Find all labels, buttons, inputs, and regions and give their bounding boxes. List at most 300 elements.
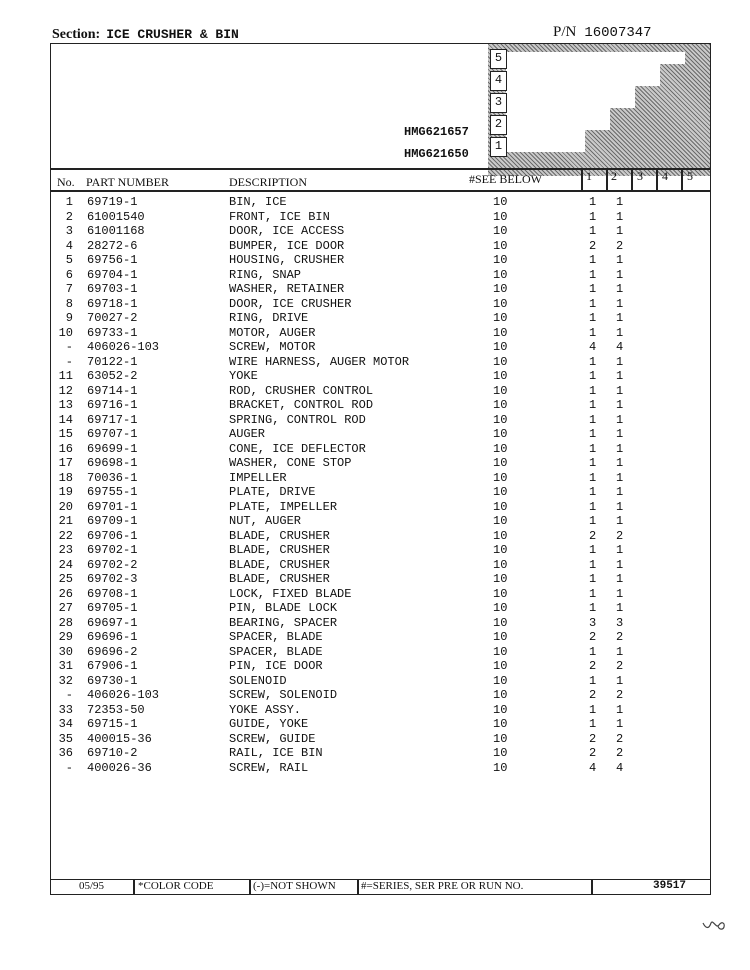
row-part-number: 69699-1 (87, 441, 138, 456)
row-qty-2: 2 (616, 731, 624, 746)
row-series-code: 10 (493, 615, 508, 630)
row-description: SCREW, RAIL (229, 760, 309, 775)
row-series-code: 10 (493, 630, 508, 644)
row-qty-2: 2 (616, 238, 624, 253)
row-description: RAIL, ICE BIN (229, 746, 323, 760)
row-part-number: 69698-1 (87, 456, 138, 470)
row-qty-2: 1 (616, 325, 624, 340)
run-col-rule-2 (631, 168, 633, 190)
row-qty-2: 1 (616, 673, 624, 688)
row-qty-2: 1 (616, 601, 624, 615)
table-row (51, 485, 710, 500)
row-no: 17 (58, 456, 73, 470)
footer-color-code: *COLOR CODE (138, 880, 214, 892)
table-row (51, 268, 710, 283)
row-series-code: 10 (493, 441, 508, 456)
row-qty-1: 1 (589, 441, 597, 456)
table-row (51, 703, 710, 718)
row-series-code: 10 (493, 470, 508, 485)
row-no: 32 (58, 673, 73, 688)
row-qty-2: 1 (616, 253, 624, 267)
row-no: 31 (58, 659, 73, 673)
table-row (51, 384, 710, 399)
part-number-header (553, 24, 652, 41)
row-qty-2: 1 (616, 572, 624, 586)
row-description: WASHER, RETAINER (229, 282, 345, 296)
row-no: 13 (58, 398, 73, 412)
run-col-rule-3 (656, 168, 658, 190)
row-description: BIN, ICE (229, 195, 287, 209)
row-part-number: 28272-6 (87, 238, 138, 253)
series-key-white-1 (506, 52, 685, 64)
row-series-code: 10 (493, 412, 508, 427)
table-row (51, 413, 710, 428)
table-row (51, 239, 710, 254)
footer-doc-no: 39517 (653, 880, 687, 892)
row-no: 2 (65, 209, 73, 224)
run-col-5: 5 (687, 169, 693, 183)
row-description: WIRE HARNESS, AUGER MOTOR (229, 354, 410, 369)
row-description: BUMPER, ICE DOOR (229, 238, 345, 253)
row-qty-2: 1 (616, 383, 624, 398)
row-description: SOLENOID (229, 673, 287, 688)
row-series-code: 10 (493, 673, 508, 688)
row-qty-2: 1 (616, 586, 624, 601)
row-description: RING, SNAP (229, 267, 302, 282)
row-no: 25 (58, 572, 73, 586)
row-no: 15 (58, 427, 73, 441)
row-qty-2: 2 (616, 630, 624, 644)
table-row (51, 326, 710, 341)
row-part-number: 69704-1 (87, 267, 138, 282)
row-qty-1: 1 (589, 586, 597, 601)
table-row (51, 761, 710, 776)
footer-not-shown: (-)=NOT SHOWN (253, 880, 336, 892)
row-no: 14 (58, 412, 73, 427)
run-col-rule-4 (681, 168, 683, 190)
series-key-white-4 (506, 108, 610, 130)
row-series-code: 10 (493, 499, 508, 514)
row-qty-2: 4 (616, 340, 624, 354)
footer-div-2 (249, 880, 251, 894)
run-col-3: 3 (637, 169, 643, 183)
row-qty-1: 2 (589, 630, 597, 644)
row-part-number: 69697-1 (87, 615, 138, 630)
row-part-number: 69702-1 (87, 543, 138, 557)
row-part-number: 69702-3 (87, 572, 138, 586)
row-no: 21 (58, 514, 73, 528)
col-part-number: PART NUMBER (86, 175, 169, 189)
row-no: 34 (58, 717, 73, 731)
row-description: PIN, ICE DOOR (229, 659, 323, 673)
row-part-number: 70027-2 (87, 311, 138, 325)
row-series-code: 10 (493, 688, 508, 702)
table-row (51, 297, 710, 312)
row-no: 11 (58, 369, 73, 383)
table-row (51, 456, 710, 471)
row-no: 28 (58, 615, 73, 630)
row-qty-2: 1 (616, 644, 624, 659)
row-qty-2: 1 (616, 485, 624, 499)
row-no: 23 (58, 543, 73, 557)
row-qty-1: 1 (589, 325, 597, 340)
row-no: - (65, 354, 73, 369)
row-qty-2: 1 (616, 441, 624, 456)
table-row (51, 543, 710, 558)
row-series-code: 10 (493, 543, 508, 557)
row-part-number: 69701-1 (87, 499, 138, 514)
row-part-number: 69716-1 (87, 398, 138, 412)
row-part-number: 406026-103 (87, 688, 160, 702)
row-part-number: 69730-1 (87, 673, 138, 688)
row-no: 29 (58, 630, 73, 644)
row-qty-2: 2 (616, 528, 624, 543)
row-part-number: 69708-1 (87, 586, 138, 601)
header-bottom-rule (51, 190, 710, 192)
row-no: 22 (58, 528, 73, 543)
row-series-code: 10 (493, 760, 508, 775)
row-part-number: 69703-1 (87, 282, 138, 296)
row-part-number: 69756-1 (87, 253, 138, 267)
table-row (51, 500, 710, 515)
row-series-code: 10 (493, 528, 508, 543)
row-description: SPACER, BLADE (229, 644, 323, 659)
table-row (51, 601, 710, 616)
row-no: 6 (65, 267, 73, 282)
table-row (51, 442, 710, 457)
row-description: SCREW, SOLENOID (229, 688, 338, 702)
footer (51, 879, 710, 894)
row-qty-2: 1 (616, 456, 624, 470)
row-part-number: 69719-1 (87, 195, 138, 209)
row-part-number: 69709-1 (87, 514, 138, 528)
row-no: 19 (58, 485, 73, 499)
pn-value: 16007347 (584, 25, 652, 41)
row-qty-2: 1 (616, 354, 624, 369)
row-part-number: 61001540 (87, 209, 145, 224)
row-no: 4 (65, 238, 73, 253)
row-series-code: 10 (493, 644, 508, 659)
row-no: 30 (58, 644, 73, 659)
series-box-3: 3 (490, 93, 507, 113)
row-part-number: 72353-50 (87, 702, 145, 717)
row-part-number: 69710-2 (87, 746, 138, 760)
row-description: AUGER (229, 427, 266, 441)
row-series-code: 10 (493, 659, 508, 673)
row-qty-1: 1 (589, 427, 597, 441)
row-part-number: 69714-1 (87, 383, 138, 398)
row-qty-1: 4 (589, 340, 597, 354)
row-description: FRONT, ICE BIN (229, 209, 330, 224)
row-qty-1: 1 (589, 282, 597, 296)
row-qty-2: 1 (616, 209, 624, 224)
table-row (51, 616, 710, 631)
series-key-white-5 (506, 130, 585, 152)
row-description: MOTOR, AUGER (229, 325, 316, 340)
row-no: 1 (65, 195, 73, 209)
table-row (51, 340, 710, 355)
row-no: 26 (58, 586, 73, 601)
row-part-number: 400026-36 (87, 760, 152, 775)
row-part-number: 69696-1 (87, 630, 138, 644)
row-qty-1: 1 (589, 412, 597, 427)
row-description: BRACKET, CONTROL ROD (229, 398, 374, 412)
row-description: LOCK, FIXED BLADE (229, 586, 352, 601)
row-no: 7 (65, 282, 73, 296)
row-description: PLATE, IMPELLER (229, 499, 338, 514)
footer-div-3 (357, 880, 359, 894)
row-qty-2: 1 (616, 470, 624, 485)
row-description: SCREW, MOTOR (229, 340, 316, 354)
model-hmg621657: HMG621657 (404, 125, 469, 139)
table-row (51, 224, 710, 239)
row-qty-1: 1 (589, 267, 597, 282)
row-series-code: 10 (493, 557, 508, 572)
row-qty-2: 1 (616, 412, 624, 427)
footer-div-4 (591, 880, 593, 894)
row-qty-2: 2 (616, 659, 624, 673)
row-description: BLADE, CRUSHER (229, 543, 330, 557)
row-series-code: 10 (493, 296, 508, 311)
row-qty-2: 1 (616, 195, 624, 209)
row-qty-1: 1 (589, 543, 597, 557)
section-label: Section: (52, 27, 101, 42)
row-part-number: 70122-1 (87, 354, 138, 369)
series-box-2: 2 (490, 115, 507, 135)
row-part-number: 63052-2 (87, 369, 138, 383)
row-series-code: 10 (493, 601, 508, 615)
row-qty-1: 1 (589, 470, 597, 485)
run-col-rule-1 (606, 168, 608, 190)
row-description: NUT, AUGER (229, 514, 302, 528)
row-part-number: 69707-1 (87, 427, 138, 441)
series-key-white-2 (506, 64, 660, 86)
row-description: BLADE, CRUSHER (229, 528, 330, 543)
table-row (51, 427, 710, 442)
row-series-code: 10 (493, 282, 508, 296)
row-part-number: 67906-1 (87, 659, 138, 673)
table-row (51, 630, 710, 645)
row-description: RING, DRIVE (229, 311, 309, 325)
row-qty-1: 1 (589, 499, 597, 514)
row-qty-1: 1 (589, 673, 597, 688)
row-part-number: 406026-103 (87, 340, 160, 354)
run-col-4: 4 (662, 169, 668, 183)
row-no: 20 (58, 499, 73, 514)
table-row (51, 210, 710, 225)
row-qty-1: 1 (589, 398, 597, 412)
row-no: 3 (65, 224, 73, 238)
row-no: - (65, 760, 73, 775)
row-qty-2: 1 (616, 427, 624, 441)
row-part-number: 69706-1 (87, 528, 138, 543)
table-row (51, 688, 710, 703)
row-qty-1: 1 (589, 224, 597, 238)
row-no: 9 (65, 311, 73, 325)
table-row (51, 514, 710, 529)
run-col-2: 2 (611, 169, 617, 183)
row-no: 33 (58, 702, 73, 717)
row-description: BLADE, CRUSHER (229, 557, 330, 572)
row-no: 35 (58, 731, 73, 746)
row-no: 8 (65, 296, 73, 311)
row-series-code: 10 (493, 485, 508, 499)
row-series-code: 10 (493, 311, 508, 325)
row-series-code: 10 (493, 586, 508, 601)
row-qty-1: 1 (589, 195, 597, 209)
row-qty-2: 4 (616, 760, 624, 775)
row-series-code: 10 (493, 398, 508, 412)
row-description: YOKE ASSY. (229, 702, 302, 717)
row-qty-1: 1 (589, 296, 597, 311)
table-row (51, 558, 710, 573)
row-qty-1: 4 (589, 760, 597, 775)
row-qty-1: 1 (589, 601, 597, 615)
row-no: 16 (58, 441, 73, 456)
row-qty-1: 2 (589, 731, 597, 746)
row-qty-1: 1 (589, 456, 597, 470)
row-description: GUIDE, YOKE (229, 717, 309, 731)
table-row (51, 311, 710, 326)
col-no: No. (57, 175, 75, 189)
row-part-number: 70036-1 (87, 470, 138, 485)
row-description: PLATE, DRIVE (229, 485, 316, 499)
footer-date: 05/95 (79, 880, 105, 892)
row-description: ROD, CRUSHER CONTROL (229, 383, 374, 398)
row-series-code: 10 (493, 369, 508, 383)
row-part-number: 69715-1 (87, 717, 138, 731)
row-series-code: 10 (493, 572, 508, 586)
row-part-number: 69705-1 (87, 601, 138, 615)
table-row (51, 282, 710, 297)
row-no: 27 (58, 601, 73, 615)
row-description: PIN, BLADE LOCK (229, 601, 338, 615)
row-qty-2: 1 (616, 514, 624, 528)
row-part-number: 69696-2 (87, 644, 138, 659)
table-row (51, 572, 710, 587)
run-col-1: 1 (586, 169, 592, 183)
model-hmg621650: HMG621650 (404, 147, 469, 161)
run-col-rule-0 (581, 168, 583, 190)
row-description: HOUSING, CRUSHER (229, 253, 345, 267)
row-series-code: 10 (493, 267, 508, 282)
table-row (51, 195, 710, 210)
row-qty-1: 1 (589, 253, 597, 267)
row-description: CONE, ICE DEFLECTOR (229, 441, 366, 456)
row-series-code: 10 (493, 224, 508, 238)
row-no: - (65, 340, 73, 354)
row-qty-1: 1 (589, 717, 597, 731)
row-part-number: 69733-1 (87, 325, 138, 340)
row-no: 10 (58, 325, 73, 340)
handwritten-mark-icon (700, 915, 730, 935)
row-part-number: 69755-1 (87, 485, 138, 499)
row-qty-2: 1 (616, 369, 624, 383)
row-part-number: 69702-2 (87, 557, 138, 572)
row-qty-1: 2 (589, 688, 597, 702)
table-row (51, 732, 710, 747)
row-series-code: 10 (493, 195, 508, 209)
row-qty-1: 2 (589, 528, 597, 543)
row-qty-2: 2 (616, 746, 624, 760)
row-description: DOOR, ICE ACCESS (229, 224, 345, 238)
row-description: SCREW, GUIDE (229, 731, 316, 746)
row-no: 24 (58, 557, 73, 572)
pn-label: P/N (553, 24, 577, 40)
row-series-code: 10 (493, 325, 508, 340)
table-row (51, 645, 710, 660)
row-description: BLADE, CRUSHER (229, 572, 330, 586)
row-no: 36 (58, 746, 73, 760)
row-qty-1: 1 (589, 209, 597, 224)
row-no: - (65, 688, 73, 702)
row-qty-1: 1 (589, 354, 597, 369)
row-description: IMPELLER (229, 470, 287, 485)
row-series-code: 10 (493, 209, 508, 224)
row-description: BEARING, SPACER (229, 615, 338, 630)
row-qty-2: 1 (616, 543, 624, 557)
footer-div-1 (133, 880, 135, 894)
footer-series-note: #=SERIES, SER PRE OR RUN NO. (361, 880, 524, 892)
row-description: SPRING, CONTROL ROD (229, 412, 366, 427)
row-series-code: 10 (493, 746, 508, 760)
table-row (51, 717, 710, 732)
row-series-code: 10 (493, 717, 508, 731)
row-qty-2: 1 (616, 224, 624, 238)
row-series-code: 10 (493, 702, 508, 717)
row-qty-1: 1 (589, 514, 597, 528)
table-row (51, 674, 710, 689)
row-no: 5 (65, 253, 73, 267)
row-qty-2: 1 (616, 398, 624, 412)
row-qty-2: 1 (616, 499, 624, 514)
row-qty-2: 1 (616, 267, 624, 282)
row-description: WASHER, CONE STOP (229, 456, 352, 470)
row-qty-2: 1 (616, 717, 624, 731)
row-qty-1: 1 (589, 557, 597, 572)
row-no: 12 (58, 383, 73, 398)
row-series-code: 10 (493, 427, 508, 441)
row-series-code: 10 (493, 340, 508, 354)
row-qty-1: 1 (589, 644, 597, 659)
row-qty-2: 2 (616, 688, 624, 702)
series-box-1: 1 (490, 137, 507, 157)
row-qty-1: 2 (589, 238, 597, 253)
table-row (51, 587, 710, 602)
row-series-code: 10 (493, 253, 508, 267)
row-qty-1: 3 (589, 615, 597, 630)
row-qty-1: 1 (589, 383, 597, 398)
table-row (51, 398, 710, 413)
row-qty-1: 2 (589, 659, 597, 673)
row-series-code: 10 (493, 456, 508, 470)
table-row (51, 253, 710, 268)
row-part-number: 400015-36 (87, 731, 152, 746)
row-series-code: 10 (493, 238, 508, 253)
row-no: 18 (58, 470, 73, 485)
series-box-5: 5 (490, 49, 507, 69)
row-part-number: 69718-1 (87, 296, 138, 311)
table-row (51, 471, 710, 486)
row-qty-1: 2 (589, 746, 597, 760)
row-description: SPACER, BLADE (229, 630, 323, 644)
row-series-code: 10 (493, 514, 508, 528)
table-row (51, 355, 710, 370)
series-box-4: 4 (490, 71, 507, 91)
row-qty-2: 1 (616, 282, 624, 296)
row-series-code: 10 (493, 383, 508, 398)
row-qty-1: 1 (589, 485, 597, 499)
